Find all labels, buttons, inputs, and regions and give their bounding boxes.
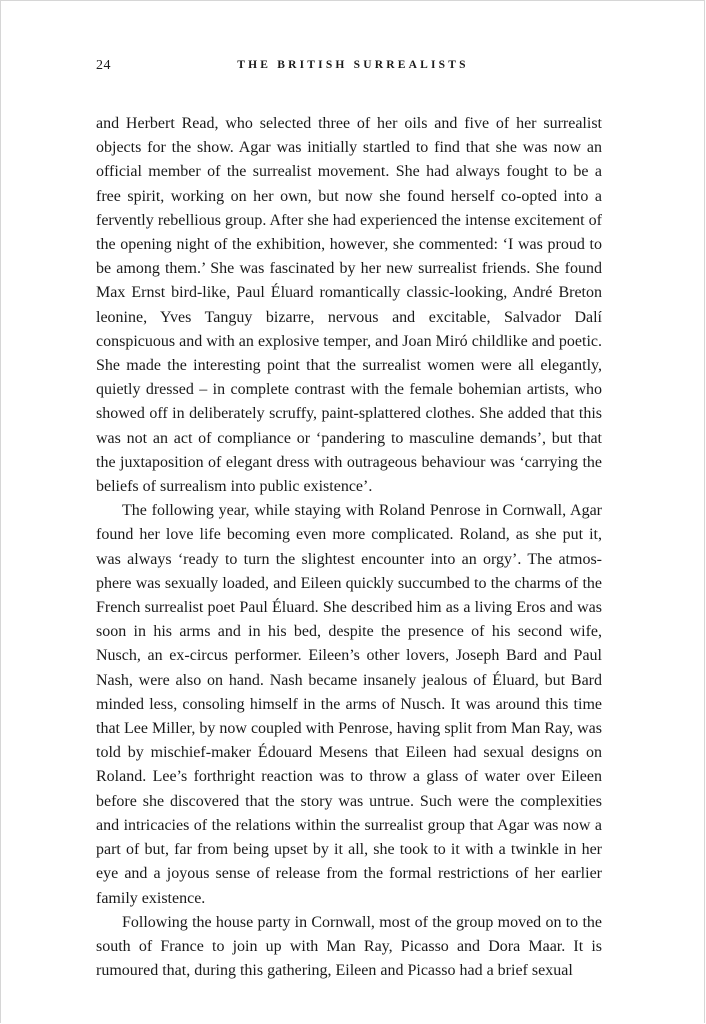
paragraph: The following year, while staying with Roland Penrose in Cornwall, Agar found her love life becoming even more complicated. Roland, as she put it, was always ‘ready to turn the slightest encounter into an orgy’. The atmosphere was sexually loaded, and Eileen quickly succumbed to the charms of the French surrealist poet Paul Éluard. She described him as a living Eros and was soon in his arms and in his bed, despite the presence of his second wife, Nusch, an ex-circus performer. Eileen’s other lovers, Joseph Bard and Paul Nash, were also on hand. Nash became insanely jealous of Éluard, but Bard minded less, consoling himself in the arms of Nusch. It was around this time that Lee Miller, by now coupled with Penrose, having split from Man Ray, was told by mischief-maker Édouard Mesens that Eileen had sexual designs on Roland. Lee’s forthright reaction was to throw a glass of water over Eileen before she discovered that the story was untrue. Such were the complexities and intricacies of the relations within the surrealist group that Agar was now a part of but, far from being upset by it all, she took to it with a twinkle in her eye and a joyous sense of release from the formal restrictions of her earlier family existence.	[96, 502, 602, 907]
body-text	[96, 112, 602, 983]
paragraph-continued: and Herbert Read, who selected three of her oils and five of her surrealist objects for the show. Agar was initially startled to find that she was now an official member of the surrealist movement. She had always fought to be a free spirit, working on her own, but now she found herself co-opted into a fervently rebellious group. After she had experienced the intense excitement of the opening night of the exhibition, however, she commented: ‘I was proud to be among them.’ She was fascinated by her new surrealist friends. She found Max Ernst bird-like, Paul Éluard romantically classic-looking, André Breton leonine, Yves Tanguy bizarre, nervous and excitable, Salvador Dalí conspicuous and with an explosive temper, and Joan Miró childlike and poetic. She made the interesting point that the surrealist women were all elegantly, quietly dressed – in complete contrast with the female bohemian artists, who showed off in deliberately scruffy, paint-splattered clothes. She added that this was not an act of compliance or ‘pandering to masculine demands’, but that the juxtaposition of elegant dress with outrageous behaviour was ‘carrying the beliefs of surrealism into public existence’.	[96, 115, 602, 496]
running-title: THE BRITISH SURREALISTS	[237, 59, 469, 71]
page-number: 24	[96, 58, 111, 73]
running-head	[96, 58, 610, 78]
paragraph: Following the house party in Cornwall, most of the group moved on to the south of France to join up with Man Ray, Picasso and Dora Maar. It is rumoured that, during this gathering, Eileen and Picasso had a brief sexual	[96, 913, 602, 980]
